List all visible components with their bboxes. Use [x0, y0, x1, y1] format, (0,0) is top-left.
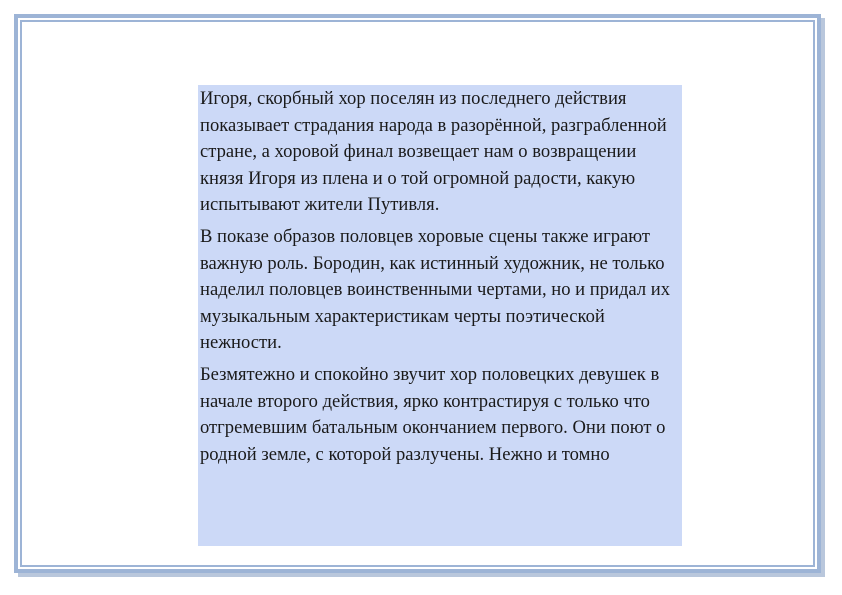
paragraph-1: Игоря, скорбный хор поселян из последнего действия показывает страдания народа в разорённой, разграбленной стране, а хоровой финал возвещает нам о возвращении князя Игоря из плена и о той огромной радости, какую испытывают жители Путивля. [200, 88, 667, 216]
text-box [198, 85, 682, 546]
paragraph-2: В показе образов половцев хоровые сцены также играют важную роль. Бородин, как истинный художник, не только наделил половцев воинственными чертами, но и придал их музыкальным характеристикам черты поэтической нежности. [200, 225, 670, 354]
paragraph-3: Безмятежно и спокойно звучит хор половецких девушек в начале второго действия, ярко контрастируя с только что отгремевшим батальным окончанием первого. Они поют о родной земле, с которой разлучены. Нежно и томно [200, 363, 666, 465]
